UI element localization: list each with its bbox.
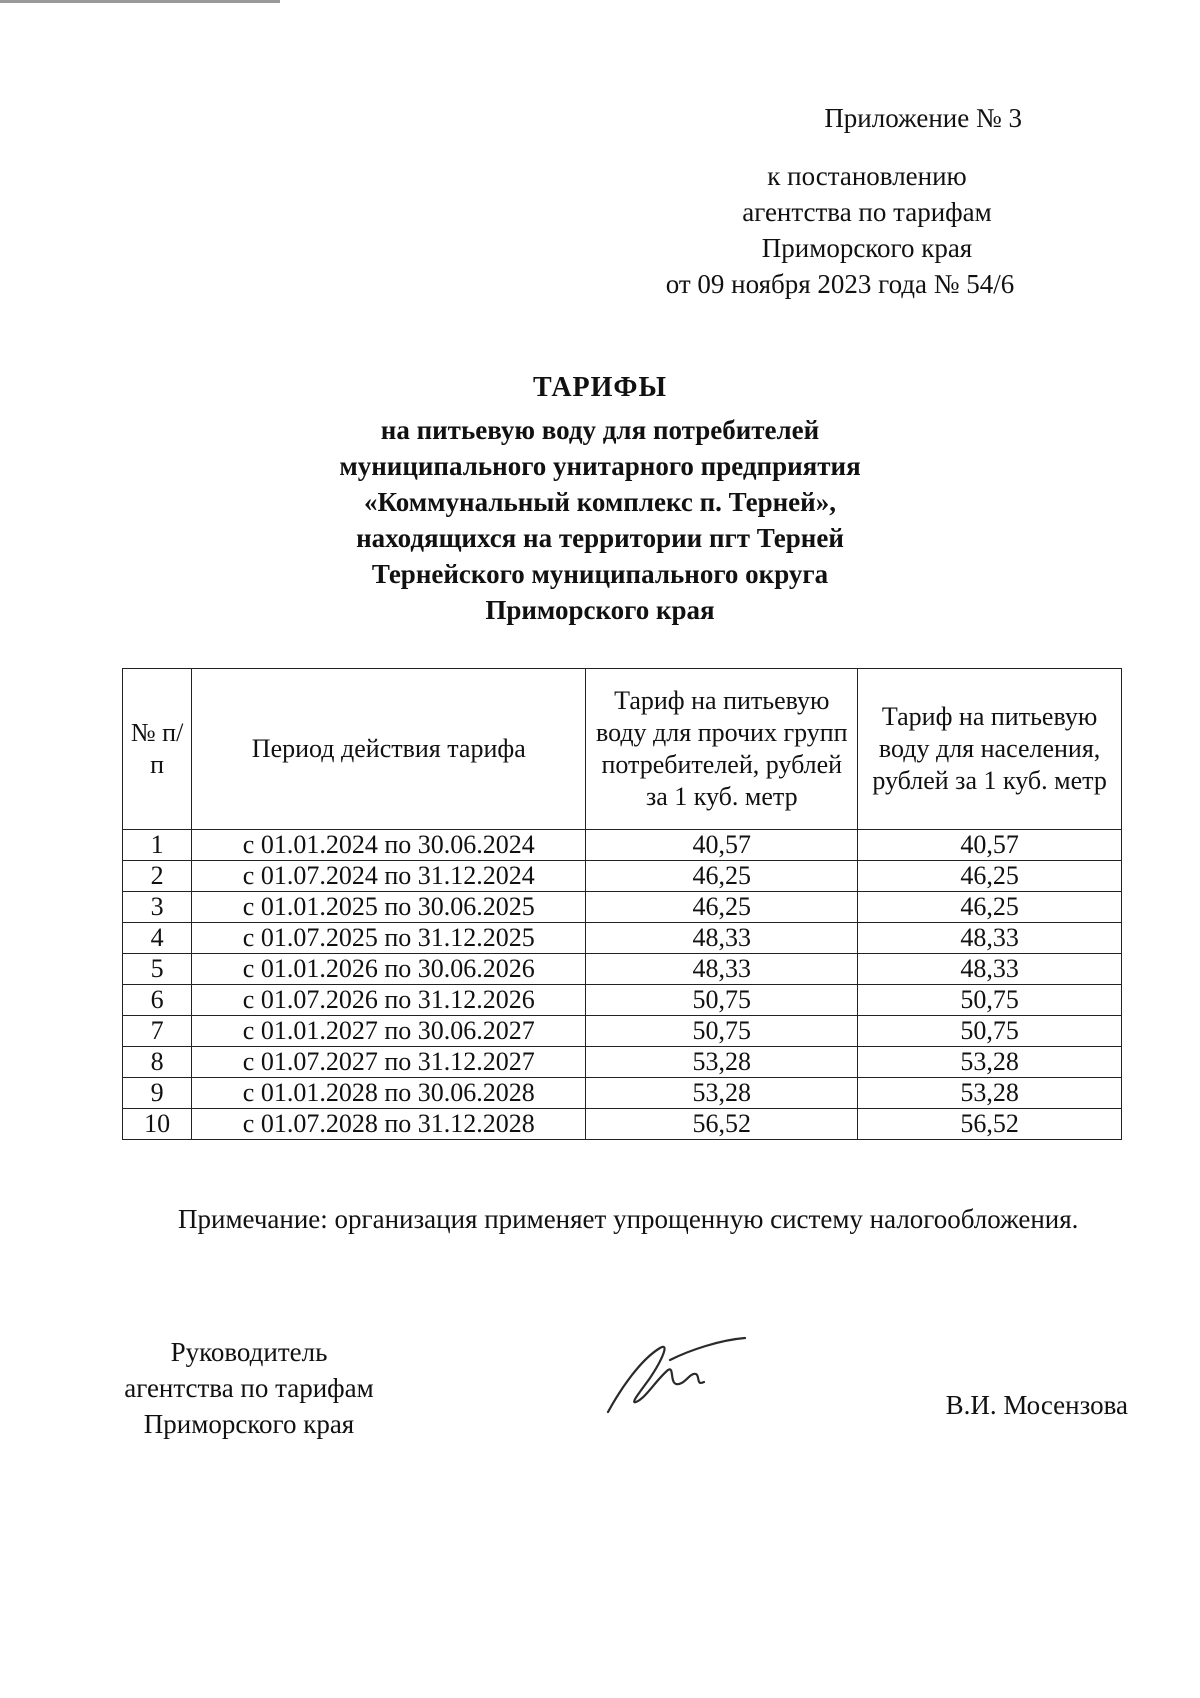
cell-period: с 01.01.2028 по 30.06.2028	[192, 1078, 586, 1109]
scan-edge-line	[0, 0, 280, 3]
title-line: Тернейского муниципального округа	[371, 559, 829, 589]
table-row	[123, 923, 1122, 954]
cell-tariff-population: 46,25	[858, 892, 1122, 923]
cell-period: с 01.01.2027 по 30.06.2027	[192, 1016, 586, 1047]
table-row	[123, 1047, 1122, 1078]
title-line: «Коммунальный комплекс п. Терней»,	[364, 487, 836, 517]
cell-tariff-population: 50,75	[858, 1016, 1122, 1047]
appendix-line: Приморского края	[761, 233, 973, 263]
table-header-row	[123, 669, 1122, 830]
signatory-position	[104, 1334, 394, 1442]
cell-period: с 01.07.2026 по 31.12.2026	[192, 985, 586, 1016]
signatory-name: В.И. Мосензова	[945, 1390, 1128, 1420]
cell-tariff-population: 48,33	[858, 954, 1122, 985]
cell-tariff-population: 48,33	[858, 923, 1122, 954]
cell-num: 9	[123, 1078, 192, 1109]
cell-tariff-other: 53,28	[586, 1078, 858, 1109]
header-num: № п/п	[123, 669, 192, 830]
cell-num: 8	[123, 1047, 192, 1078]
table-row	[123, 954, 1122, 985]
cell-period: с 01.01.2025 по 30.06.2025	[192, 892, 586, 923]
cell-num: 3	[123, 892, 192, 923]
cell-tariff-population: 50,75	[858, 985, 1122, 1016]
appendix-date-line: от 09 ноября 2023 года № 54/6	[665, 269, 1015, 299]
table-row	[123, 985, 1122, 1016]
title-line: Приморского края	[485, 595, 715, 625]
cell-tariff-other: 50,75	[586, 1016, 858, 1047]
cell-tariff-other: 46,25	[586, 892, 858, 923]
table-row	[123, 1016, 1122, 1047]
cell-tariff-other: 40,57	[586, 830, 858, 861]
cell-num: 5	[123, 954, 192, 985]
tariff-table	[122, 668, 1122, 1140]
cell-num: 7	[123, 1016, 192, 1047]
appendix-block	[612, 100, 1052, 302]
cell-tariff-other: 48,33	[586, 923, 858, 954]
table-row	[123, 892, 1122, 923]
cell-period: с 01.07.2024 по 31.12.2024	[192, 861, 586, 892]
cell-period: с 01.07.2025 по 31.12.2025	[192, 923, 586, 954]
title-line: находящихся на территории пгт Терней	[356, 523, 844, 553]
cell-tariff-population: 56,52	[858, 1109, 1122, 1140]
appendix-line: к постановлению	[767, 161, 967, 191]
header-period: Период действия тарифа	[192, 669, 586, 830]
cell-tariff-population: 53,28	[858, 1047, 1122, 1078]
cell-tariff-other: 48,33	[586, 954, 858, 985]
table-row	[123, 830, 1122, 861]
cell-period: с 01.07.2028 по 31.12.2028	[192, 1109, 586, 1140]
position-line: агентства по тарифам	[124, 1373, 374, 1403]
cell-num: 1	[123, 830, 192, 861]
appendix-line: агентства по тарифам	[742, 197, 992, 227]
document-title-block	[0, 370, 1200, 628]
position-line: Приморского края	[143, 1409, 355, 1439]
cell-tariff-other: 46,25	[586, 861, 858, 892]
cell-tariff-other: 53,28	[586, 1047, 858, 1078]
cell-num: 2	[123, 861, 192, 892]
document-title: ТАРИФЫ	[533, 372, 667, 403]
cell-period: с 01.01.2026 по 30.06.2026	[192, 954, 586, 985]
table-row	[123, 861, 1122, 892]
appendix-title: Приложение № 3	[824, 103, 1022, 133]
cell-tariff-population: 40,57	[858, 830, 1122, 861]
table-row	[123, 1109, 1122, 1140]
header-tariff-other: Тариф на питьевую воду для прочих групп потребителей, рублей за 1 куб. метр	[586, 669, 858, 830]
cell-tariff-other: 56,52	[586, 1109, 858, 1140]
title-line: муниципального унитарного предприятия	[339, 451, 861, 481]
position-line: Руководитель	[170, 1337, 328, 1367]
cell-num: 6	[123, 985, 192, 1016]
header-tariff-population: Тариф на питьевую воду для населения, рублей за 1 куб. метр	[858, 669, 1122, 830]
cell-num: 10	[123, 1109, 192, 1140]
cell-tariff-population: 53,28	[858, 1078, 1122, 1109]
title-line: на питьевую воду для потребителей	[380, 415, 820, 445]
cell-tariff-other: 50,75	[586, 985, 858, 1016]
cell-tariff-population: 46,25	[858, 861, 1122, 892]
cell-period: с 01.07.2027 по 31.12.2027	[192, 1047, 586, 1078]
cell-period: с 01.01.2024 по 30.06.2024	[192, 830, 586, 861]
table-row	[123, 1078, 1122, 1109]
cell-num: 4	[123, 923, 192, 954]
tax-note: Примечание: организация применяет упрощенную систему налогообложения.	[178, 1204, 1079, 1234]
handwritten-signature	[600, 1320, 750, 1420]
